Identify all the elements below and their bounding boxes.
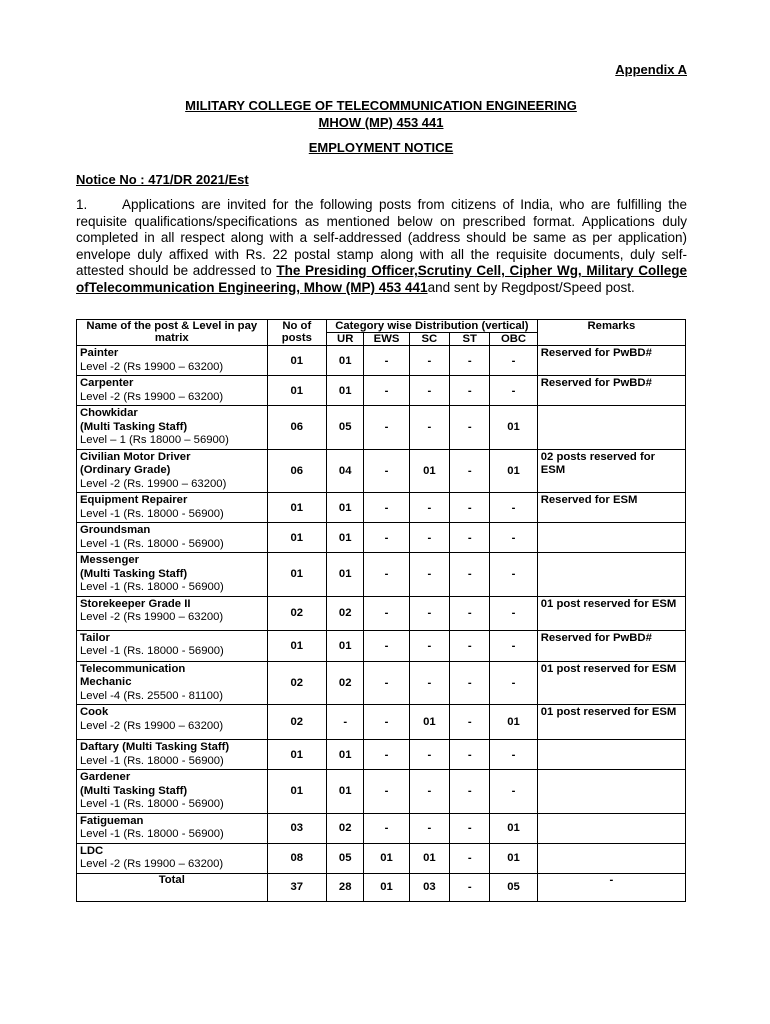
- header-ur: UR: [327, 333, 364, 346]
- cell-ur: 01: [327, 740, 364, 770]
- cell-st: -: [450, 770, 490, 814]
- post-cell: [77, 770, 268, 814]
- cell-ews: -: [364, 661, 409, 705]
- cell-sc: -: [409, 740, 449, 770]
- cell-sc: -: [409, 493, 449, 523]
- cell-ews: -: [364, 346, 409, 376]
- pay-level: Level – 1 (Rs 18000 – 56900): [80, 434, 229, 446]
- table-row: [77, 346, 686, 376]
- cell-obc: -: [490, 740, 537, 770]
- cell-no: 03: [267, 813, 326, 843]
- cell-sc: -: [409, 770, 449, 814]
- cell-no: 01: [267, 523, 326, 553]
- cell-obc: 01: [490, 813, 537, 843]
- cell-ur: 01: [327, 346, 364, 376]
- post-name: Groundsman: [80, 524, 151, 536]
- post-name: Daftary (Multi Tasking Staff): [80, 741, 230, 753]
- total-st: -: [450, 873, 490, 901]
- cell-sc: 01: [409, 705, 449, 740]
- paragraph-text-end: and sent by Regdpost/Speed post.: [427, 279, 635, 295]
- pay-level: Level -1 (Rs. 18000 - 56900): [80, 507, 224, 520]
- pay-level: Level -2 (Rs 19900 – 63200): [80, 719, 224, 732]
- remarks-cell: 01 post reserved for ESM: [537, 661, 685, 705]
- cell-sc: -: [409, 813, 449, 843]
- cell-obc: 01: [490, 705, 537, 740]
- cell-obc: -: [490, 346, 537, 376]
- cell-no: 01: [267, 630, 326, 661]
- cell-ur: 01: [327, 523, 364, 553]
- cell-ews: 01: [364, 843, 409, 873]
- cell-obc: 01: [490, 449, 537, 493]
- table-row: [77, 553, 686, 597]
- appendix-label: Appendix A: [615, 62, 687, 77]
- pay-level: Level -2 (Rs 19900 – 63200): [80, 858, 224, 870]
- cell-sc: -: [409, 346, 449, 376]
- cell-ews: -: [364, 376, 409, 406]
- org-address: MHOW (MP) 453 441: [318, 115, 444, 130]
- cell-ur: 01: [327, 376, 364, 406]
- cell-sc: -: [409, 406, 449, 450]
- post-cell: [77, 553, 268, 597]
- cell-ews: -: [364, 740, 409, 770]
- cell-ur: 04: [327, 449, 364, 493]
- header-category: Category wise Distribution (vertical): [327, 320, 538, 333]
- post-cell: [77, 630, 268, 661]
- table-row: [77, 493, 686, 523]
- pay-level: Level -4 (Rs. 25500 - 81100): [80, 689, 223, 702]
- cell-no: 02: [267, 596, 326, 630]
- cell-ews: -: [364, 493, 409, 523]
- header-sc: SC: [409, 333, 449, 346]
- post-cell: [77, 493, 268, 523]
- table-row: [77, 740, 686, 770]
- remarks-cell: Reserved for ESM: [537, 493, 685, 523]
- cell-st: -: [450, 813, 490, 843]
- remarks-cell: [537, 553, 685, 597]
- cell-obc: 01: [490, 843, 537, 873]
- total-obc: 05: [490, 873, 537, 901]
- post-cell: [77, 346, 268, 376]
- cell-ews: -: [364, 813, 409, 843]
- post-name: Tailor: [80, 631, 110, 644]
- address-text: The Presiding Officer,Scrutiny Cell, Cipher Wg, Military College ofTelecommunication Engineering, Mhow (MP) 453 441: [76, 263, 688, 295]
- organization-heading: [0, 97, 762, 131]
- cell-sc: -: [409, 376, 449, 406]
- pay-level: Level -1 (Rs. 18000 - 56900): [80, 754, 224, 767]
- cell-st: -: [450, 630, 490, 661]
- post-name: Cook: [80, 706, 109, 718]
- table-row: [77, 813, 686, 843]
- cell-st: -: [450, 553, 490, 597]
- cell-st: -: [450, 705, 490, 740]
- post-cell: [77, 376, 268, 406]
- header-st: ST: [450, 333, 490, 346]
- paragraph-number: 1.: [76, 197, 88, 212]
- cell-st: -: [450, 661, 490, 705]
- cell-ur: 02: [327, 813, 364, 843]
- pay-level: Level -1 (Rs. 18000 - 56900): [80, 581, 224, 593]
- cell-ur: -: [327, 705, 364, 740]
- cell-no: 01: [267, 346, 326, 376]
- cell-no: 08: [267, 843, 326, 873]
- cell-ur: 02: [327, 596, 364, 630]
- cell-no: 02: [267, 705, 326, 740]
- cell-obc: -: [490, 596, 537, 630]
- post-cell: [77, 406, 268, 450]
- post-name: Messenger (Multi Tasking Staff): [80, 554, 188, 580]
- remarks-cell: [537, 406, 685, 450]
- cell-ur: 02: [327, 661, 364, 705]
- post-name: Chowkidar (Multi Tasking Staff): [80, 407, 188, 433]
- cell-sc: -: [409, 596, 449, 630]
- cell-ur: 05: [327, 406, 364, 450]
- remarks-cell: Reserved for PwBD#: [537, 346, 685, 376]
- pay-level: Level -2 (Rs 19900 – 63200): [80, 611, 224, 623]
- remarks-cell: [537, 770, 685, 814]
- cell-obc: -: [490, 493, 537, 523]
- cell-st: -: [450, 346, 490, 376]
- post-cell: [77, 843, 268, 873]
- cell-obc: -: [490, 376, 537, 406]
- cell-st: -: [450, 596, 490, 630]
- post-cell: [77, 596, 268, 630]
- cell-st: -: [450, 406, 490, 450]
- remarks-cell: 01 post reserved for ESM: [537, 705, 685, 740]
- cell-st: -: [450, 376, 490, 406]
- table-row: [77, 596, 686, 630]
- post-name: Civilian Motor Driver (Ordinary Grade): [80, 450, 191, 476]
- posts-table: [76, 319, 686, 902]
- remarks-cell: Reserved for PwBD#: [537, 376, 685, 406]
- table-row: [77, 449, 686, 493]
- cell-ur: 01: [327, 630, 364, 661]
- table-row: [77, 843, 686, 873]
- post-name: Fatigueman: [80, 814, 144, 827]
- cell-ews: -: [364, 770, 409, 814]
- post-name: Gardener (Multi Tasking Staff): [80, 771, 188, 797]
- remarks-cell: [537, 813, 685, 843]
- cell-no: 01: [267, 553, 326, 597]
- total-row: [77, 873, 686, 901]
- header-remarks: Remarks: [537, 320, 685, 346]
- cell-ur: 01: [327, 493, 364, 523]
- post-cell: [77, 661, 268, 705]
- cell-ur: 01: [327, 553, 364, 597]
- cell-no: 01: [267, 493, 326, 523]
- post-cell: [77, 523, 268, 553]
- cell-sc: -: [409, 661, 449, 705]
- cell-ews: -: [364, 596, 409, 630]
- post-name: Painter: [80, 347, 119, 359]
- remarks-cell: [537, 523, 685, 553]
- cell-obc: -: [490, 630, 537, 661]
- table-row: [77, 523, 686, 553]
- cell-obc: -: [490, 553, 537, 597]
- org-name: MILITARY COLLEGE OF TELECOMMUNICATION ENGINEERING: [185, 98, 577, 113]
- remarks-cell: Reserved for PwBD#: [537, 630, 685, 661]
- cell-no: 06: [267, 406, 326, 450]
- cell-st: -: [450, 523, 490, 553]
- cell-no: 01: [267, 376, 326, 406]
- header-ews: EWS: [364, 333, 409, 346]
- pay-level: Level -1 (Rs. 18000 - 56900): [80, 537, 224, 550]
- cell-no: 01: [267, 770, 326, 814]
- post-cell: [77, 740, 268, 770]
- post-cell: [77, 705, 268, 740]
- post-name: LDC: [80, 844, 104, 857]
- cell-sc: -: [409, 553, 449, 597]
- cell-st: -: [450, 843, 490, 873]
- cell-st: -: [450, 740, 490, 770]
- pay-level: Level -1 (Rs. 18000 - 56900): [80, 645, 224, 657]
- total-sc: 03: [409, 873, 449, 901]
- cell-sc: 01: [409, 449, 449, 493]
- remarks-cell: 01 post reserved for ESM: [537, 596, 685, 630]
- intro-paragraph: [76, 197, 687, 297]
- cell-sc: -: [409, 630, 449, 661]
- cell-obc: 01: [490, 406, 537, 450]
- cell-st: -: [450, 493, 490, 523]
- table-row: [77, 630, 686, 661]
- cell-ews: -: [364, 449, 409, 493]
- header-post: Name of the post & Level in pay matrix: [77, 320, 268, 346]
- total-ews: 01: [364, 873, 409, 901]
- paragraph-text: Applications are invited for the following posts from citizens of India, who are fulfilling the requisite qualifications/specifications as mentioned below on prescribed format. Applications duly completed in all respect along with a self-addressed (address should be same as per application) envelope duly affixed with Rs. 22 postal stamp along with all the requisite documents, duly self-attested should be addressed to: [76, 197, 687, 279]
- cell-no: 06: [267, 449, 326, 493]
- cell-sc: -: [409, 523, 449, 553]
- pay-level: Level -2 (Rs. 19900 – 63200): [80, 477, 227, 490]
- post-name: Storekeeper Grade II: [80, 597, 191, 610]
- cell-ur: 05: [327, 843, 364, 873]
- post-cell: [77, 813, 268, 843]
- cell-ews: -: [364, 705, 409, 740]
- notice-number: Notice No : 471/DR 2021/Est: [76, 172, 249, 187]
- pay-level: Level -1 (Rs. 18000 - 56900): [80, 828, 224, 840]
- pay-level: Level -1 (Rs. 18000 - 56900): [80, 798, 224, 810]
- header-no-of-posts: No of posts: [267, 320, 326, 346]
- table-row: [77, 406, 686, 450]
- table-row: [77, 376, 686, 406]
- cell-sc: 01: [409, 843, 449, 873]
- cell-ews: -: [364, 406, 409, 450]
- cell-no: 01: [267, 740, 326, 770]
- remarks-cell: [537, 740, 685, 770]
- cell-obc: -: [490, 661, 537, 705]
- cell-obc: -: [490, 523, 537, 553]
- total-label: Total: [77, 873, 268, 901]
- total-remarks: -: [537, 873, 685, 901]
- remarks-cell: 02 posts reserved for ESM: [537, 449, 685, 493]
- total-ur: 28: [327, 873, 364, 901]
- table-row: [77, 661, 686, 705]
- post-cell: [77, 449, 268, 493]
- post-name: Telecommunication Mechanic: [80, 662, 186, 688]
- cell-st: -: [450, 449, 490, 493]
- table-row: [77, 770, 686, 814]
- pay-level: Level -2 (Rs 19900 – 63200): [80, 390, 224, 403]
- pay-level: Level -2 (Rs 19900 – 63200): [80, 360, 224, 373]
- cell-ur: 01: [327, 770, 364, 814]
- cell-ews: -: [364, 523, 409, 553]
- cell-no: 02: [267, 661, 326, 705]
- header-obc: OBC: [490, 333, 537, 346]
- cell-ews: -: [364, 630, 409, 661]
- page-title: EMPLOYMENT NOTICE: [308, 140, 454, 155]
- cell-ews: -: [364, 553, 409, 597]
- total-no: 37: [267, 873, 326, 901]
- table-row: [77, 705, 686, 740]
- post-name: Carpenter: [80, 377, 134, 389]
- cell-obc: -: [490, 770, 537, 814]
- post-name: Equipment Repairer: [80, 494, 188, 506]
- remarks-cell: [537, 843, 685, 873]
